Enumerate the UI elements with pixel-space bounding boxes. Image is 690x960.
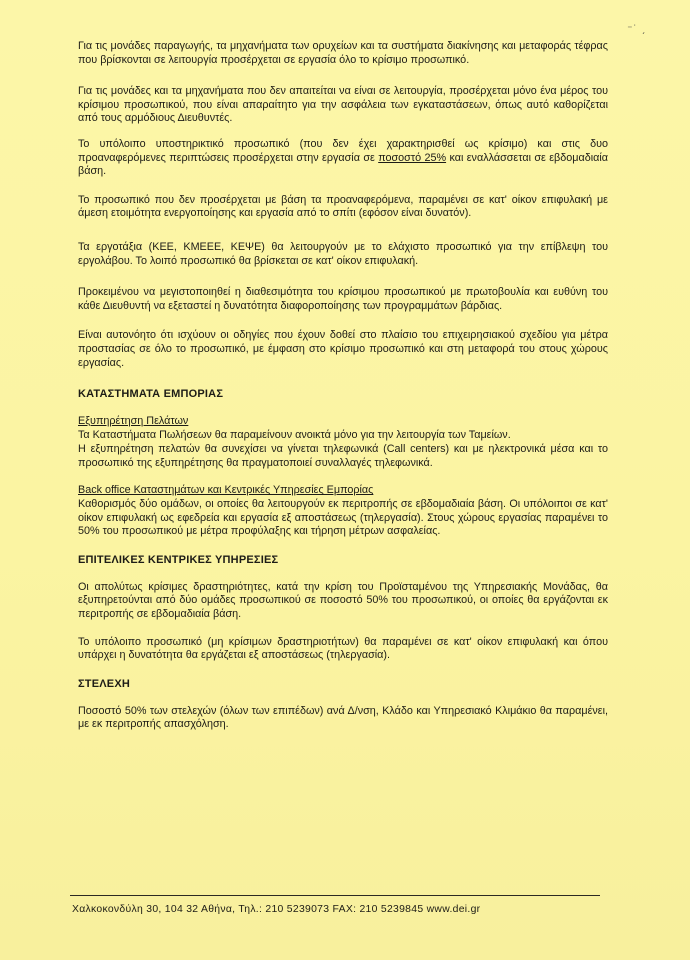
- section-title-stores: ΚΑΤΑΣΤΗΜΑΤΑ ΕΜΠΟΡΙΑΣ: [78, 388, 224, 401]
- support-staff-text-before: Το υπόλοιπο υποστηρικτικό προσωπικό (που δεν έχει χαρακτηρισθεί ως κρίσιμο) και στις δυο προαναφερόμενες περιπτώσεις προσέρχεται στην εργασία σε: [78, 137, 608, 164]
- paragraph-protection-guidelines: Είναι αυτονόητο ότι ισχύουν οι οδηγίες που έχουν δοθεί στο πλαίσιο του επιχειρησιακού σχεδίου για μέτρα προστασίας σε όλο το προσωπικό, με έμφαση στο κρίσιμο προσωπικό και στη μεταφορά του στους χώρους εργασίας.: [78, 329, 608, 369]
- paragraph-executives-rotation: Ποσοστό 50% των στελεχών (όλων των επιπέδων) ανά Δ/νση, Κλάδο και Υπηρεσιακό Κλιμάκιο θα παραμένει, με εκ περιτροπής απασχόληση.: [78, 704, 608, 731]
- paragraph-home-standby: Το προσωπικό που δεν προσέρχεται με βάση τα προαναφερόμενα, παραμένει σε κατ' οίκον επιφυλακή με άμεση ετοιμότητα ενεργοποίησης και εργασία από το σπίτι (εφόσον είναι δυνατόν).: [78, 193, 608, 220]
- paragraph-idle-units: Για τις μονάδες και τα μηχανήματα που δεν απαιτείται να είναι σε λειτουργία, προσέρχεται μόνο ένα μέρος του κρίσιμου προσωπικού, που είναι απαραίτητο για την ασφάλεια των εγκαταστάσεων, όπως αυτό καθορίζεται από τους αρμόδιους Διευθυντές.: [78, 85, 608, 125]
- paragraph-worksites: Τα εργοτάξια (ΚΕΕ, ΚΜΕΕΕ, ΚΕΨΕ) θα λειτουργούν με το ελάχιστο προσωπικό για την επίβλεψη του εργολάβου. Το λοιπό προσωπικό θα βρίσκεται σε κατ' οίκον επιφυλακή.: [78, 240, 608, 267]
- corner-mark: ⁻˙ ˏ: [627, 24, 646, 35]
- paragraph-stores-cashiers: Τα Καταστήματα Πωλήσεων θα παραμείνουν ανοικτά μόνο για την λειτουργία των Ταμείων.: [78, 428, 511, 441]
- paragraph-critical-activities: Οι απολύτως κρίσιμες δραστηριότητες, κατά την κρίση του Προϊσταμένου της Υπηρεσιακής Μονάδας, θα εξυπηρετούνται από δύο ομάδες προσωπικού σε ποσοστό 50% του προσωπικού, οι οποίες θα εργάζονται εκ περιτροπής σε εβδομαδιαία βάση.: [78, 580, 608, 621]
- section-title-hq-services: ΕΠΙΤΕΛΙΚΕΣ ΚΕΝΤΡΙΚΕΣ ΥΠΗΡΕΣΙΕΣ: [78, 553, 279, 566]
- subheading-customer-service: Εξυπηρέτηση Πελάτων: [78, 415, 189, 428]
- footer-address: Χαλκοκονδύλη 30, 104 32 Αθήνα, Τηλ.: 210 5239073 FAX: 210 5239845 www.dei.gr: [72, 904, 481, 915]
- paragraph-back-office-groups: Καθορισμός δύο ομάδων, οι οποίες θα λειτουργούν εκ περιτροπής σε εβδομαδιαία βάση. Οι υπόλοιποι σε κατ' οίκον επιφυλακή ως εφεδρεία και εργασία εξ αποστάσεως (τηλεργασία). Στους χώρους εργασίας παραμένει το 50% του προσωπικού με μέτρα προφύλαξης και τήρηση μέτρων ασφαλείας.: [78, 498, 608, 538]
- document-body: [78, 40, 608, 732]
- section-title-executives: ΣΤΕΛΕΧΗ: [78, 677, 131, 690]
- paragraph-production-units: Για τις μονάδες παραγωγής, τα μηχανήματα των ορυχείων και τα συστήματα διακίνησης και μεταφοράς τέφρας που βρίσκονται σε λειτουργία προσέρχεται σε εργασία όλο το κρίσιμο προσωπικό.: [78, 40, 608, 66]
- subheading-back-office: Back office Καταστημάτων και Κεντρικές Υπηρεσίες Εμπορίας: [78, 484, 374, 497]
- support-staff-percentage: ποσοστό 25%: [378, 151, 447, 164]
- paragraph-non-critical-staff: Το υπόλοιπο προσωπικό (μη κρίσιμων δραστηριοτήτων) θα παραμένει σε κατ' οίκον επιφυλακή και όπου υπάρχει η δυνατότητα θα εργάζεται εξ αποστάσεως (τηλεργασία).: [78, 635, 608, 662]
- paragraph-call-centers: Η εξυπηρέτηση πελατών θα συνεχίσει να γίνεται τηλεφωνικά (Call centers) και με ηλεκτρονικά μέσα και το προσωπικό της εξυπηρέτησης θα πραγματοποιεί συναλλαγές τηλεφωνικά.: [78, 443, 608, 469]
- footer-divider: [70, 895, 600, 896]
- paragraph-support-staff: [78, 138, 608, 179]
- paragraph-shift-programs: Προκειμένου να μεγιστοποιηθεί η διαθεσιμότητα του κρίσιμου προσωπικού με πρωτοβουλία και ευθύνη του κάθε Διευθυντή να εξεταστεί η δυνατότητα διαφοροποίησης των προγραμμάτων βάρδιας.: [78, 286, 608, 312]
- support-staff-text-after: και εναλλάσσεται σε εβδομαδιαία βάση.: [78, 151, 608, 178]
